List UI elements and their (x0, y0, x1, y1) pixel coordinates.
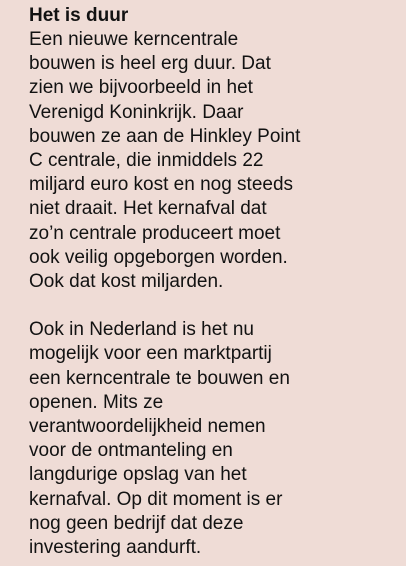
text-line: verantwoordelijkheid nemen (29, 416, 266, 438)
text-line: bouwen is heel erg duur. Dat (29, 53, 271, 75)
paragraph-spacer (29, 294, 406, 318)
text-line: kernafval. Op dit moment is er (29, 488, 283, 510)
text-line: bouwen ze aan de Hinkley Point (29, 125, 301, 147)
text-line: niet draait. Het kernafval dat (29, 198, 267, 220)
text-line: mogelijk voor een marktpartij (29, 343, 272, 365)
text-line: een kerncentrale te bouwen en (29, 367, 290, 389)
text-line: zien we bijvoorbeeld in het (29, 77, 253, 99)
text-line: openen. Mits ze (29, 391, 164, 413)
article-heading: Het is duur (29, 5, 129, 26)
text-line: Een nieuwe kerncentrale (29, 29, 239, 50)
text-line: miljard euro kost en nog steeds (29, 174, 294, 196)
text-line: zo’n centrale produceert moet (29, 222, 281, 244)
paragraph-1 (29, 28, 406, 294)
text-line: langdurige opslag van het (29, 464, 247, 486)
text-line: ook veilig opgeborgen worden. (29, 246, 288, 268)
text-line: Verenigd Koninkrijk. Daar (29, 101, 244, 123)
text-line: C centrale, die inmiddels 22 (29, 150, 264, 172)
text-line: Ook in Nederland is het nu (29, 319, 254, 341)
text-line: voor de ontmanteling en (29, 440, 233, 462)
paragraph-2 (29, 318, 406, 560)
text-line: nog geen bedrijf dat deze (29, 512, 244, 534)
text-line: investering aandurft. (29, 537, 202, 559)
text-line: Ook dat kost miljarden. (29, 271, 224, 293)
